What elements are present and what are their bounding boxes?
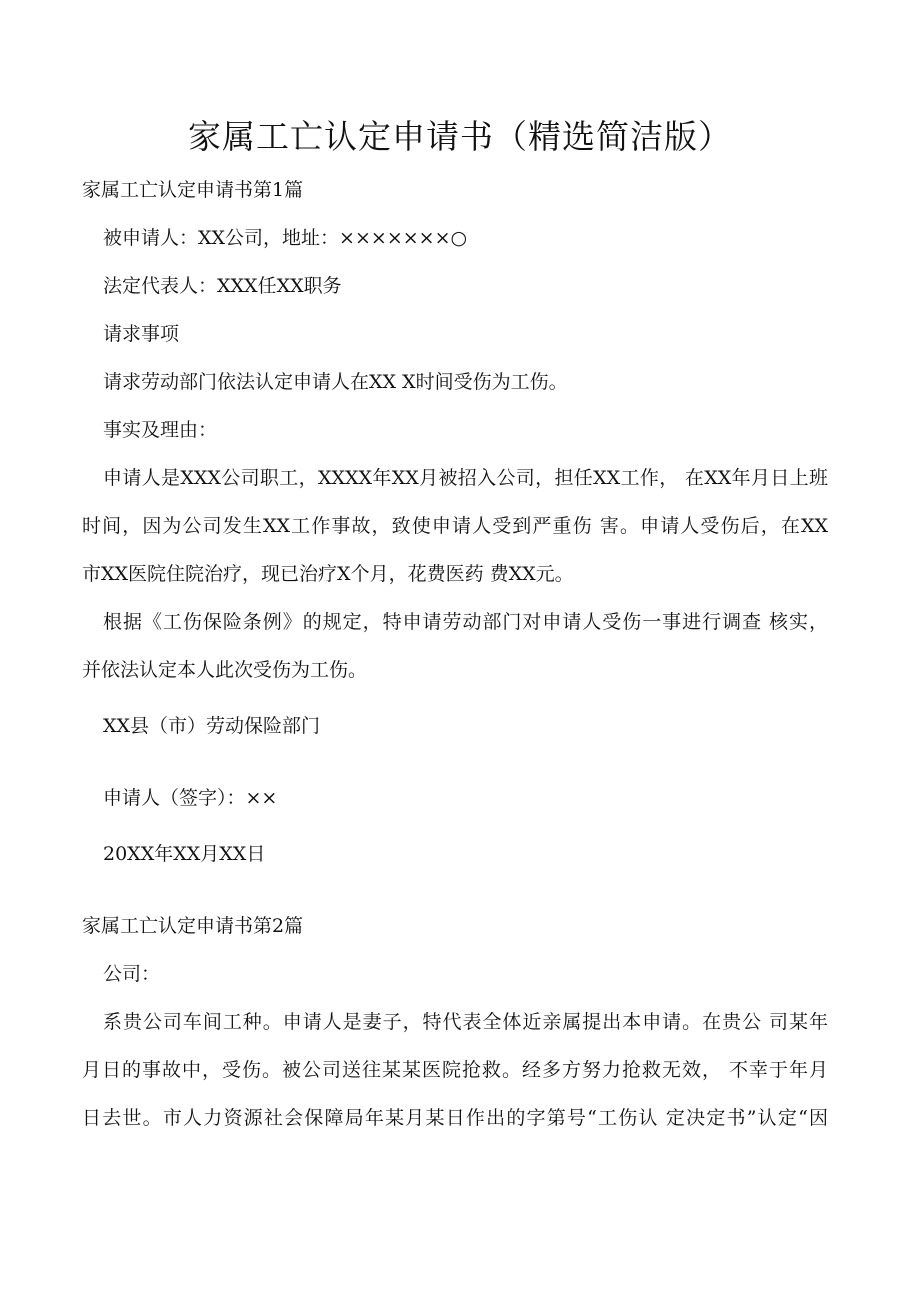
request-label: 请求事项: [103, 323, 180, 345]
salutation-line: 公司：: [103, 963, 161, 985]
facts-label: 事实及理由：: [103, 419, 218, 441]
facts-line-1: 申请人是XXX公司职工，XXXX年XX月被招入公司，担任XX工作， 在XX年月日上班: [103, 467, 828, 489]
section-1-heading: 家属工亡认定申请书第1篇: [82, 179, 304, 201]
recipient-line: XX县（市）劳动保险部门: [103, 715, 321, 737]
facts-line-3: 市XX医院住院治疗，现已治疗X个月，花费医药 费XX元。: [82, 563, 574, 585]
section-2-line-3: 日去世。市人力资源社会保障局年某月某日作出的字第号“工伤认 定决定书”认定“因: [82, 1107, 828, 1129]
legal-representative-line: 法定代表人：XXX任XX职务: [103, 275, 342, 297]
document-title: 家属工亡认定申请书（精选简洁版）: [188, 117, 732, 156]
basis-line-1: 根据《工伤保险条例》的规定，特申请劳动部门对申请人受伤一事进行调查 核实，: [103, 611, 828, 633]
section-2-heading: 家属工亡认定申请书第2篇: [82, 915, 304, 937]
respondent-line: 被申请人：XX公司，地址：×××××××○: [103, 227, 468, 249]
request-text: 请求劳动部门依法认定申请人在XX X时间受伤为工伤。: [103, 371, 568, 393]
date-line: 20XX年XX月XX日: [103, 843, 266, 865]
section-2-line-1: 系贵公司车间工种。申请人是妻子，特代表全体近亲属提出本申请。在贵公 司某年: [103, 1011, 828, 1033]
facts-line-2: 时间，因为公司发生XX工作事故，致使申请人受到严重伤 害。申请人受伤后，在XX: [82, 515, 828, 537]
section-2-line-2: 月日的事故中，受伤。被公司送往某某医院抢救。经多方努力抢救无效， 不幸于年月: [82, 1059, 828, 1081]
signature-line: 申请人（签字）：××: [103, 787, 278, 809]
basis-line-2: 并依法认定本人此次受伤为工伤。: [82, 659, 368, 681]
